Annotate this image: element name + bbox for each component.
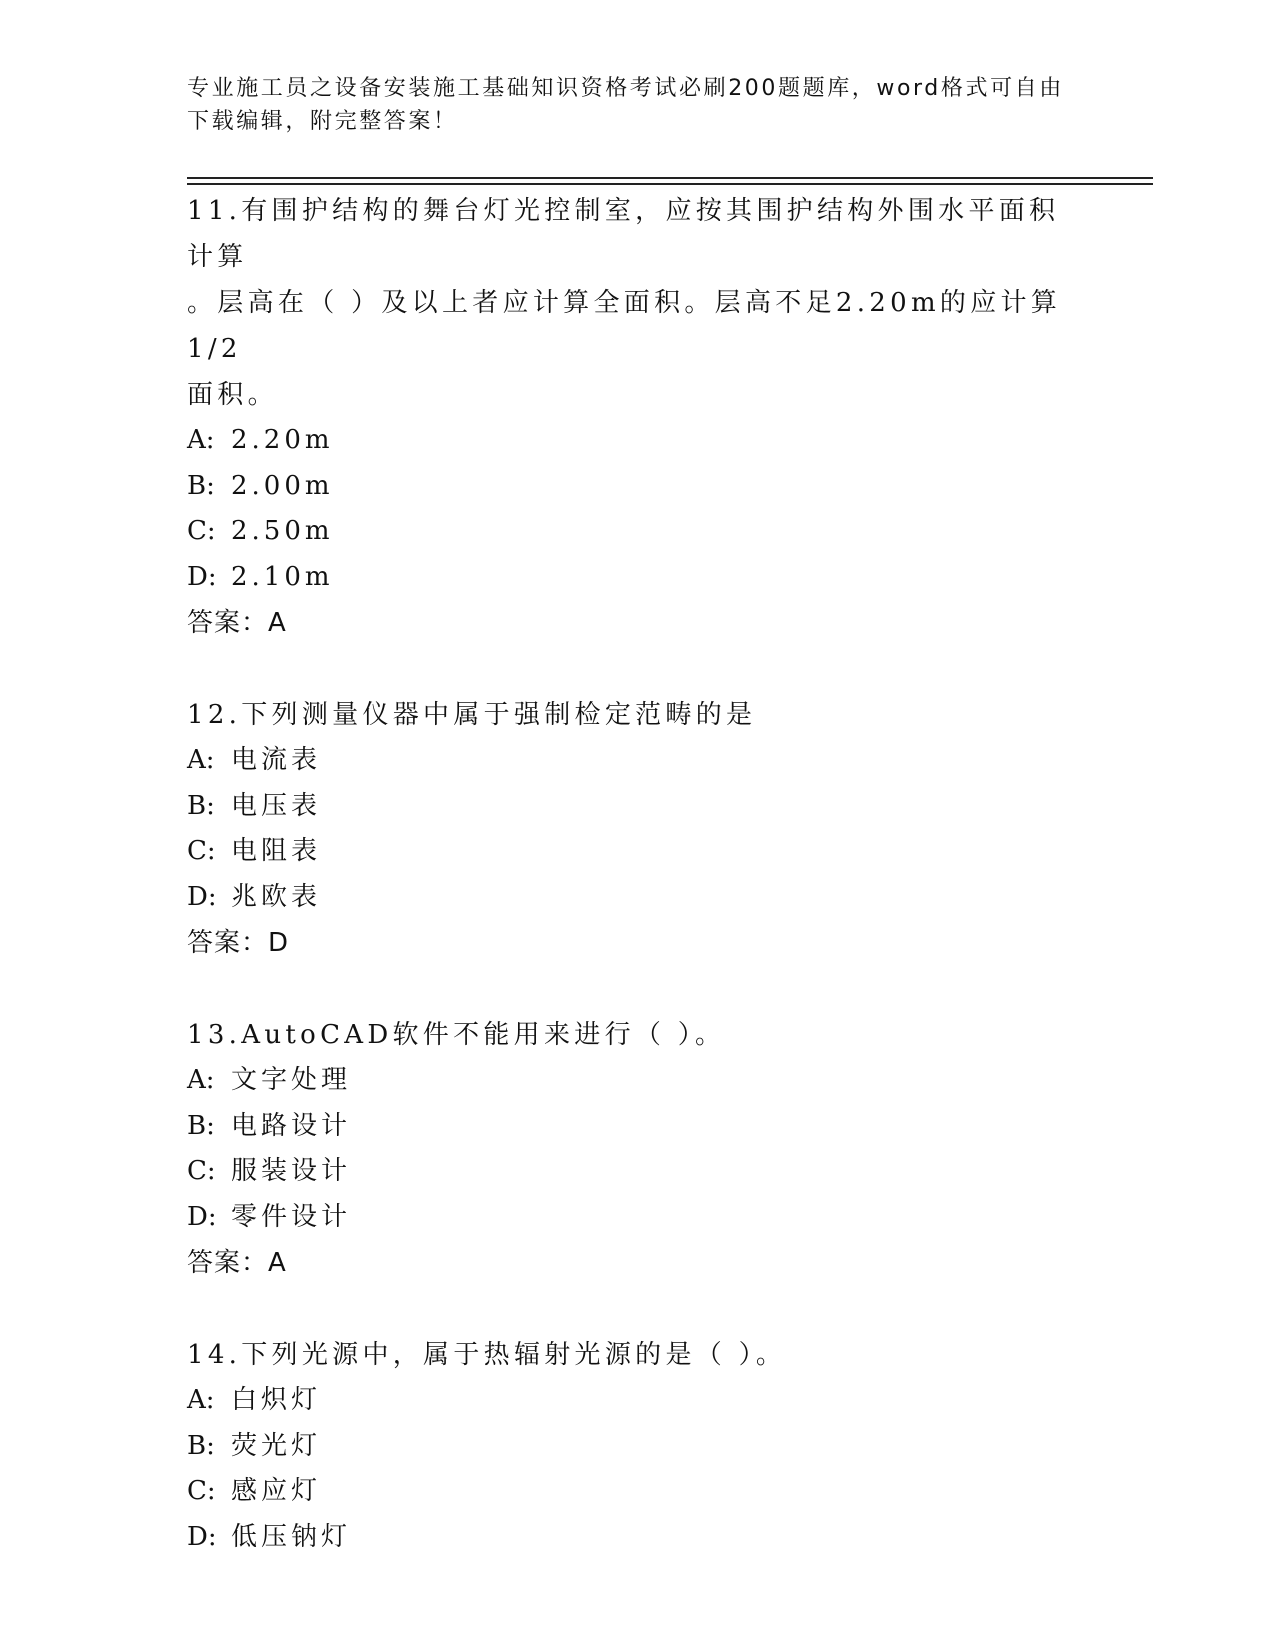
option-d <box>187 555 1087 601</box>
option-a <box>187 1378 1087 1424</box>
option-text: 电路设计 <box>231 1110 352 1141</box>
option-a <box>187 418 1087 464</box>
option-text: 电阻表 <box>231 836 322 866</box>
question-list <box>187 188 1087 1606</box>
option-letter: C: <box>187 1476 216 1506</box>
option-letter: B: <box>187 470 215 501</box>
option-d <box>187 1515 1087 1561</box>
option-text: 2.10m <box>231 561 334 592</box>
question-stem <box>187 188 1087 418</box>
stem-line: 13.AutoCAD软件不能用来进行（ ）。 <box>187 1020 726 1050</box>
option-letter: B: <box>187 1110 215 1141</box>
stem-line: 12.下列测量仪器中属于强制检定范畴的是 <box>187 700 757 730</box>
option-c <box>187 1149 1087 1195</box>
header-line-2: 下载编辑，附完整答案！ <box>187 109 458 134</box>
option-text: 2.50m <box>231 516 334 546</box>
option-letter: A: <box>187 425 215 455</box>
option-a <box>187 738 1087 784</box>
option-letter: D: <box>187 1201 217 1232</box>
option-letter: D: <box>187 881 217 912</box>
answer: 答案：A <box>187 608 287 638</box>
option-text: 感应灯 <box>231 1476 322 1506</box>
question-12 <box>187 692 1087 966</box>
header-line-1: 专业施工员之设备安装施工基础知识资格考试必刷200题题库，word格式可自由 <box>187 76 1064 101</box>
stem-line: 14.下列光源中，属于热辐射光源的是（ ）。 <box>187 1340 787 1370</box>
option-letter: B: <box>187 1430 215 1461</box>
option-letter: D: <box>187 1521 217 1552</box>
option-text: 电流表 <box>231 745 322 775</box>
question-11 <box>187 188 1087 646</box>
option-a <box>187 1058 1087 1104</box>
option-c <box>187 509 1087 555</box>
option-letter: B: <box>187 790 215 821</box>
header-divider-top <box>187 177 1153 179</box>
answer: 答案：D <box>187 928 290 958</box>
option-d <box>187 1195 1087 1241</box>
option-text: 白炽灯 <box>231 1385 322 1415</box>
option-letter: D: <box>187 561 217 592</box>
option-letter: A: <box>187 1065 215 1095</box>
option-letter: C: <box>187 1156 216 1186</box>
question-stem <box>187 1012 1087 1058</box>
answer: 答案：A <box>187 1248 287 1278</box>
option-c <box>187 829 1087 875</box>
option-text: 电压表 <box>231 790 322 821</box>
option-letter: A: <box>187 1385 215 1415</box>
option-text: 服装设计 <box>231 1156 352 1186</box>
option-text: 文字处理 <box>231 1065 352 1095</box>
option-b <box>187 784 1087 830</box>
option-text: 2.00m <box>231 470 334 501</box>
option-text: 2.20m <box>231 425 334 455</box>
document-header <box>187 72 1067 138</box>
question-13 <box>187 1012 1087 1286</box>
option-b <box>187 464 1087 510</box>
header-divider-bottom <box>187 183 1153 185</box>
question-stem <box>187 1332 1087 1378</box>
option-d <box>187 875 1087 921</box>
option-letter: A: <box>187 745 215 775</box>
option-letter: C: <box>187 836 216 866</box>
option-text: 低压钠灯 <box>231 1521 352 1552</box>
stem-line: 11.有围护结构的舞台灯光控制室，应按其围护结构外围水平面积计算 <box>187 196 1060 272</box>
stem-line: 。层高在（ ）及以上者应计算全面积。层高不足2.20m的应计算1/2 <box>187 288 1062 364</box>
option-c <box>187 1469 1087 1515</box>
option-letter: C: <box>187 516 216 546</box>
option-text: 兆欧表 <box>231 881 322 912</box>
question-stem <box>187 692 1087 738</box>
option-b <box>187 1104 1087 1150</box>
stem-line: 面积。 <box>187 380 278 410</box>
question-14 <box>187 1332 1087 1560</box>
option-text: 荧光灯 <box>231 1430 322 1461</box>
option-b <box>187 1424 1087 1470</box>
option-text: 零件设计 <box>231 1201 352 1232</box>
